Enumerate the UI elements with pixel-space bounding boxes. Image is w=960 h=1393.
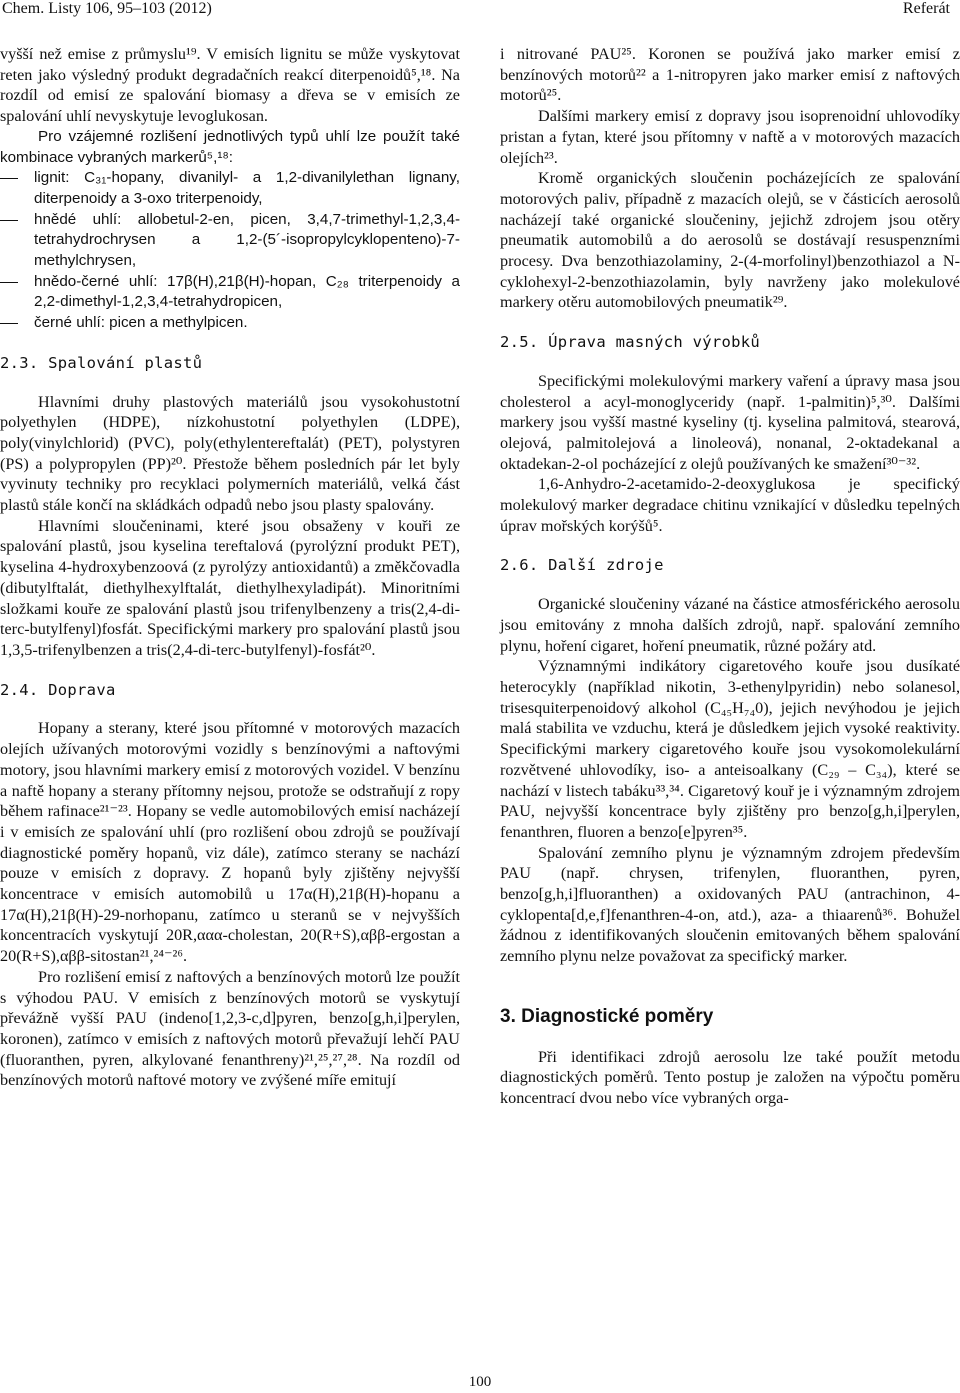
paragraph: vyšší než emise z průmyslu¹⁹. V emisích lignitu se může vyskytovat reten jako výsledný produkt degradačních reakcí diterpenoidů⁵,¹⁸. Na rozdíl od emisí ze spalování biomasy a dřeva se v emisích ze spalování uhlí nevyskytuje levoglukosan. bbox=[0, 45, 460, 126]
paragraph: Hlavními sloučeninami, které jsou obsaženy v kouři ze spalování plastů, jsou kyselina tereftalová (pyrolýzní produkt PET), kyselina 4-hydroxybenzoová (z pyrolýzy antioxidantů) a změkčovadla (dibutylftalát, diethylhexylftalát, diethylhexyladipát). Minoritními složkami kouře ze spalování plastů jsou trifenylbenzeny a tris(2,4-di-terc-butylfenyl)fosfát. Specifickými markery pro spalování plastů jsou 1,3,5-trifenylbenzen a tris(2,4-di-terc-butylfenyl)-fosfát²⁰. bbox=[0, 516, 460, 659]
paragraph: Kromě organických sloučenin pocházejících ze spalování motorových paliv, případně z mazacích olejů, se v částicích aerosolů nacházejí také organické sloučeniny, jejichž zdrojem jsou otěry pneumatik automobilů a do aerosolů se dostávají resuspenzními procesy. Dva benzothiazolaminy, 2-(4-morfolinyl)benzothiazol a N-cyklohexyl-2-benzothiazolamin, byly navrženy jako molekulové markery otěru automobilových pneumatik²⁹. bbox=[500, 169, 960, 312]
chapter-heading: 3. Diagnostické poměry bbox=[500, 1005, 714, 1027]
journal-citation: Chem. Listy 106, 95–103 (2012) bbox=[2, 0, 212, 17]
paragraph: Pro rozlišení emisí z naftových a benzínových motorů lze použít s výhodou PAU. V emisích z benzínových motorů se vyskytují převážně vyšší PAU (indeno[1,2,3-c,d]pyren, benzo[g,h,i]perylen, koronen), zatímco v emisích z naftových motorů převažují lehčí PAU (fluoranthen, pyren, alkylované fenanthreny)²¹,²⁵,²⁷,²⁸. Na rozdíl od benzínových motorů naftové motory ve zvýšené míře emitují bbox=[0, 967, 460, 1090]
paragraph: Spalování zemního plynu je významným zdrojem především PAU (např. chrysen, trifenylen, fluoranthen, pyren, benzo[g,h,i]fluoranthen) a oxidovaných PAU (antrachinon, 4-cyklopenta[d,e,f]fenanthren-4-on, atd.), aza- a thiaarenů³⁶. Bohužel žádnou z identifikovaných sloučenin emitovaných během spalování zemního plynu nelze považovat za specifický marker. bbox=[500, 843, 960, 966]
section-heading: 2.4. Doprava bbox=[0, 680, 116, 699]
article-type: Referát bbox=[902, 0, 950, 17]
list-item: hnědo-černé uhlí: 17β(H),21β(H)-hopan, C₂₈ triterpenoidy a 2,2-dimethyl-1,2,3,4-tetrahydropicen, bbox=[0, 272, 460, 313]
paragraph: i nitrované PAU²⁵. Koronen se používá jako marker emisí z benzínových motorů²² a 1-nitropyren jako marker emisí z naftových motorů²⁵. bbox=[500, 45, 960, 105]
right-column bbox=[500, 44, 960, 1109]
paragraph: Specifickými molekulovými markery vaření a úpravy masa jsou cholesterol a acyl-monoglyceridy (např. 1-palmitin)⁵,³⁰. Dalšími markery jsou vyšší mastné kyseliny (tj. kyselina palmitová, stearová, olejová, palmitolejová a linoleová), nonanal, 2-oktadekanal a oktadekan-2-ol pocházející z olejů používaných ke smažení³⁰⁻³². bbox=[500, 371, 960, 473]
list-item: hnědé uhlí: allobetul-2-en, picen, 3,4,7-trimethyl-1,2,3,4-tetrahydrochrysen a 1,2-(5´-isopropylcyklopenteno)-7-methylchrysen, bbox=[0, 210, 460, 272]
section-heading: 2.3. Spalování plastů bbox=[0, 353, 203, 372]
paragraph: Hlavními druhy plastových materiálů jsou vysokohustotní polyethylen (HDPE), nízkohustotní polyethylen (LDPE), poly(vinylchlorid) (PVC), poly(ethylentereftalát) (PET), polystyren (PS) a polypropylen (PP)²⁰. Přestože během posledních pár let byly vyvinuty techniky pro recyklaci polymerních materiálů, velká část plastů stále končí na skládkách odpadů nebo jsou plasty spalovány. bbox=[0, 392, 460, 515]
left-column bbox=[0, 44, 460, 1091]
running-header bbox=[0, 0, 960, 22]
paragraph: Organické sloučeniny vázané na částice atmosférického aerosolu jsou emitovány z mnoha dalších zdrojů, např. spalování zemního plynu, hoření cigaret, hoření pneumatik, různé požáry atd. bbox=[500, 595, 960, 655]
paragraph: Pro vzájemné rozlišení jednotlivých typů uhlí lze použít také kombinace vybraných markerů⁵,¹⁸: bbox=[0, 127, 460, 166]
list-item: černé uhlí: picen a methylpicen. bbox=[0, 313, 460, 334]
page-number: 100 bbox=[468, 1374, 492, 1390]
section-heading: 2.5. Úprava masných výrobků bbox=[500, 333, 761, 352]
paragraph: Při identifikaci zdrojů aerosolu lze také použít metodu diagnostických poměrů. Tento postup je založen na výpočtu poměru koncentrací dvou nebo více vybraných orga- bbox=[500, 1047, 960, 1107]
paragraph: 1,6-Anhydro-2-acetamido-2-deoxyglukosa je specifický molekulový marker degradace chitinu vznikající v důsledku tepelných úprav mořských korýšů⁵. bbox=[500, 475, 960, 535]
paragraph: Významnými indikátory cigaretového kouře jsou dusíkaté heterocykly (například nikotin, 3-ethenylpyridin) nebo solanesol, trisesquiterpenoidový alkohol (C₄₅H₇₄0), jejich nevýhodou je jejich malá stabilita ve vzduchu, která je důsledkem jejich vysoké reaktivity. Specifickými markery cigaretového kouře jsou vysokomolekulární rozvětvené uhlovodíky, iso- a anteisoalkany (C₂₉ – C₃₄), které se nachází v listech tabáku³³,³⁴. Cigaretový kouř je i významným zdrojem PAU, nejvyšší koncentrace byly zjištěny pro benzo[g,h,i]perylen, fenanthren, fluoren a benzo[e]pyren³⁵. bbox=[500, 657, 960, 841]
paragraph: Hopany a sterany, které jsou přítomné v motorových mazacích olejích užívaných motorovými vozidly s benzínovými a naftovými motory, jsou hlavními markery emisí z motorových vozidel. V benzínu a naftě hopany a sterany přítomny nejsou, protože se odstraňují z ropy během rafinace²¹⁻²³. Hopany se vedle automobilových emisí nacházejí i v emisích ze spalování uhlí (pro rozlišení obou zdrojů se používají diagnostické poměry hopanů, viz dále), zatímco sterany se nachází pouze v emisích z dopravy. Z hopanů byly zjištěny nejvyšší koncentrace v emisích automobilů u 17α(H),21β(H)-hopanu a 17α(H),21β(H)-29-norhopanu, zatímco u steranů se v nejvyšších koncentracích vyskytují 20R,ααα-cholestan, 20(R+S),αββ-ergostan a 20(R+S),αββ-sitostan²¹,²⁴⁻²⁶. bbox=[0, 719, 460, 966]
coal-marker-list bbox=[0, 168, 460, 334]
list-item: lignit: C₃₁-hopany, divanilyl- a 1,2-divanilylethan lignany, diterpenoidy a 3-oxo triterpenoidy, bbox=[0, 168, 460, 209]
section-heading: 2.6. Další zdroje bbox=[500, 556, 664, 575]
paragraph: Dalšími markery emisí z dopravy jsou isoprenoidní uhlovodíky pristan a fytan, které jsou přítomny v naftě a v motorových mazacích olejích²³. bbox=[500, 107, 960, 167]
